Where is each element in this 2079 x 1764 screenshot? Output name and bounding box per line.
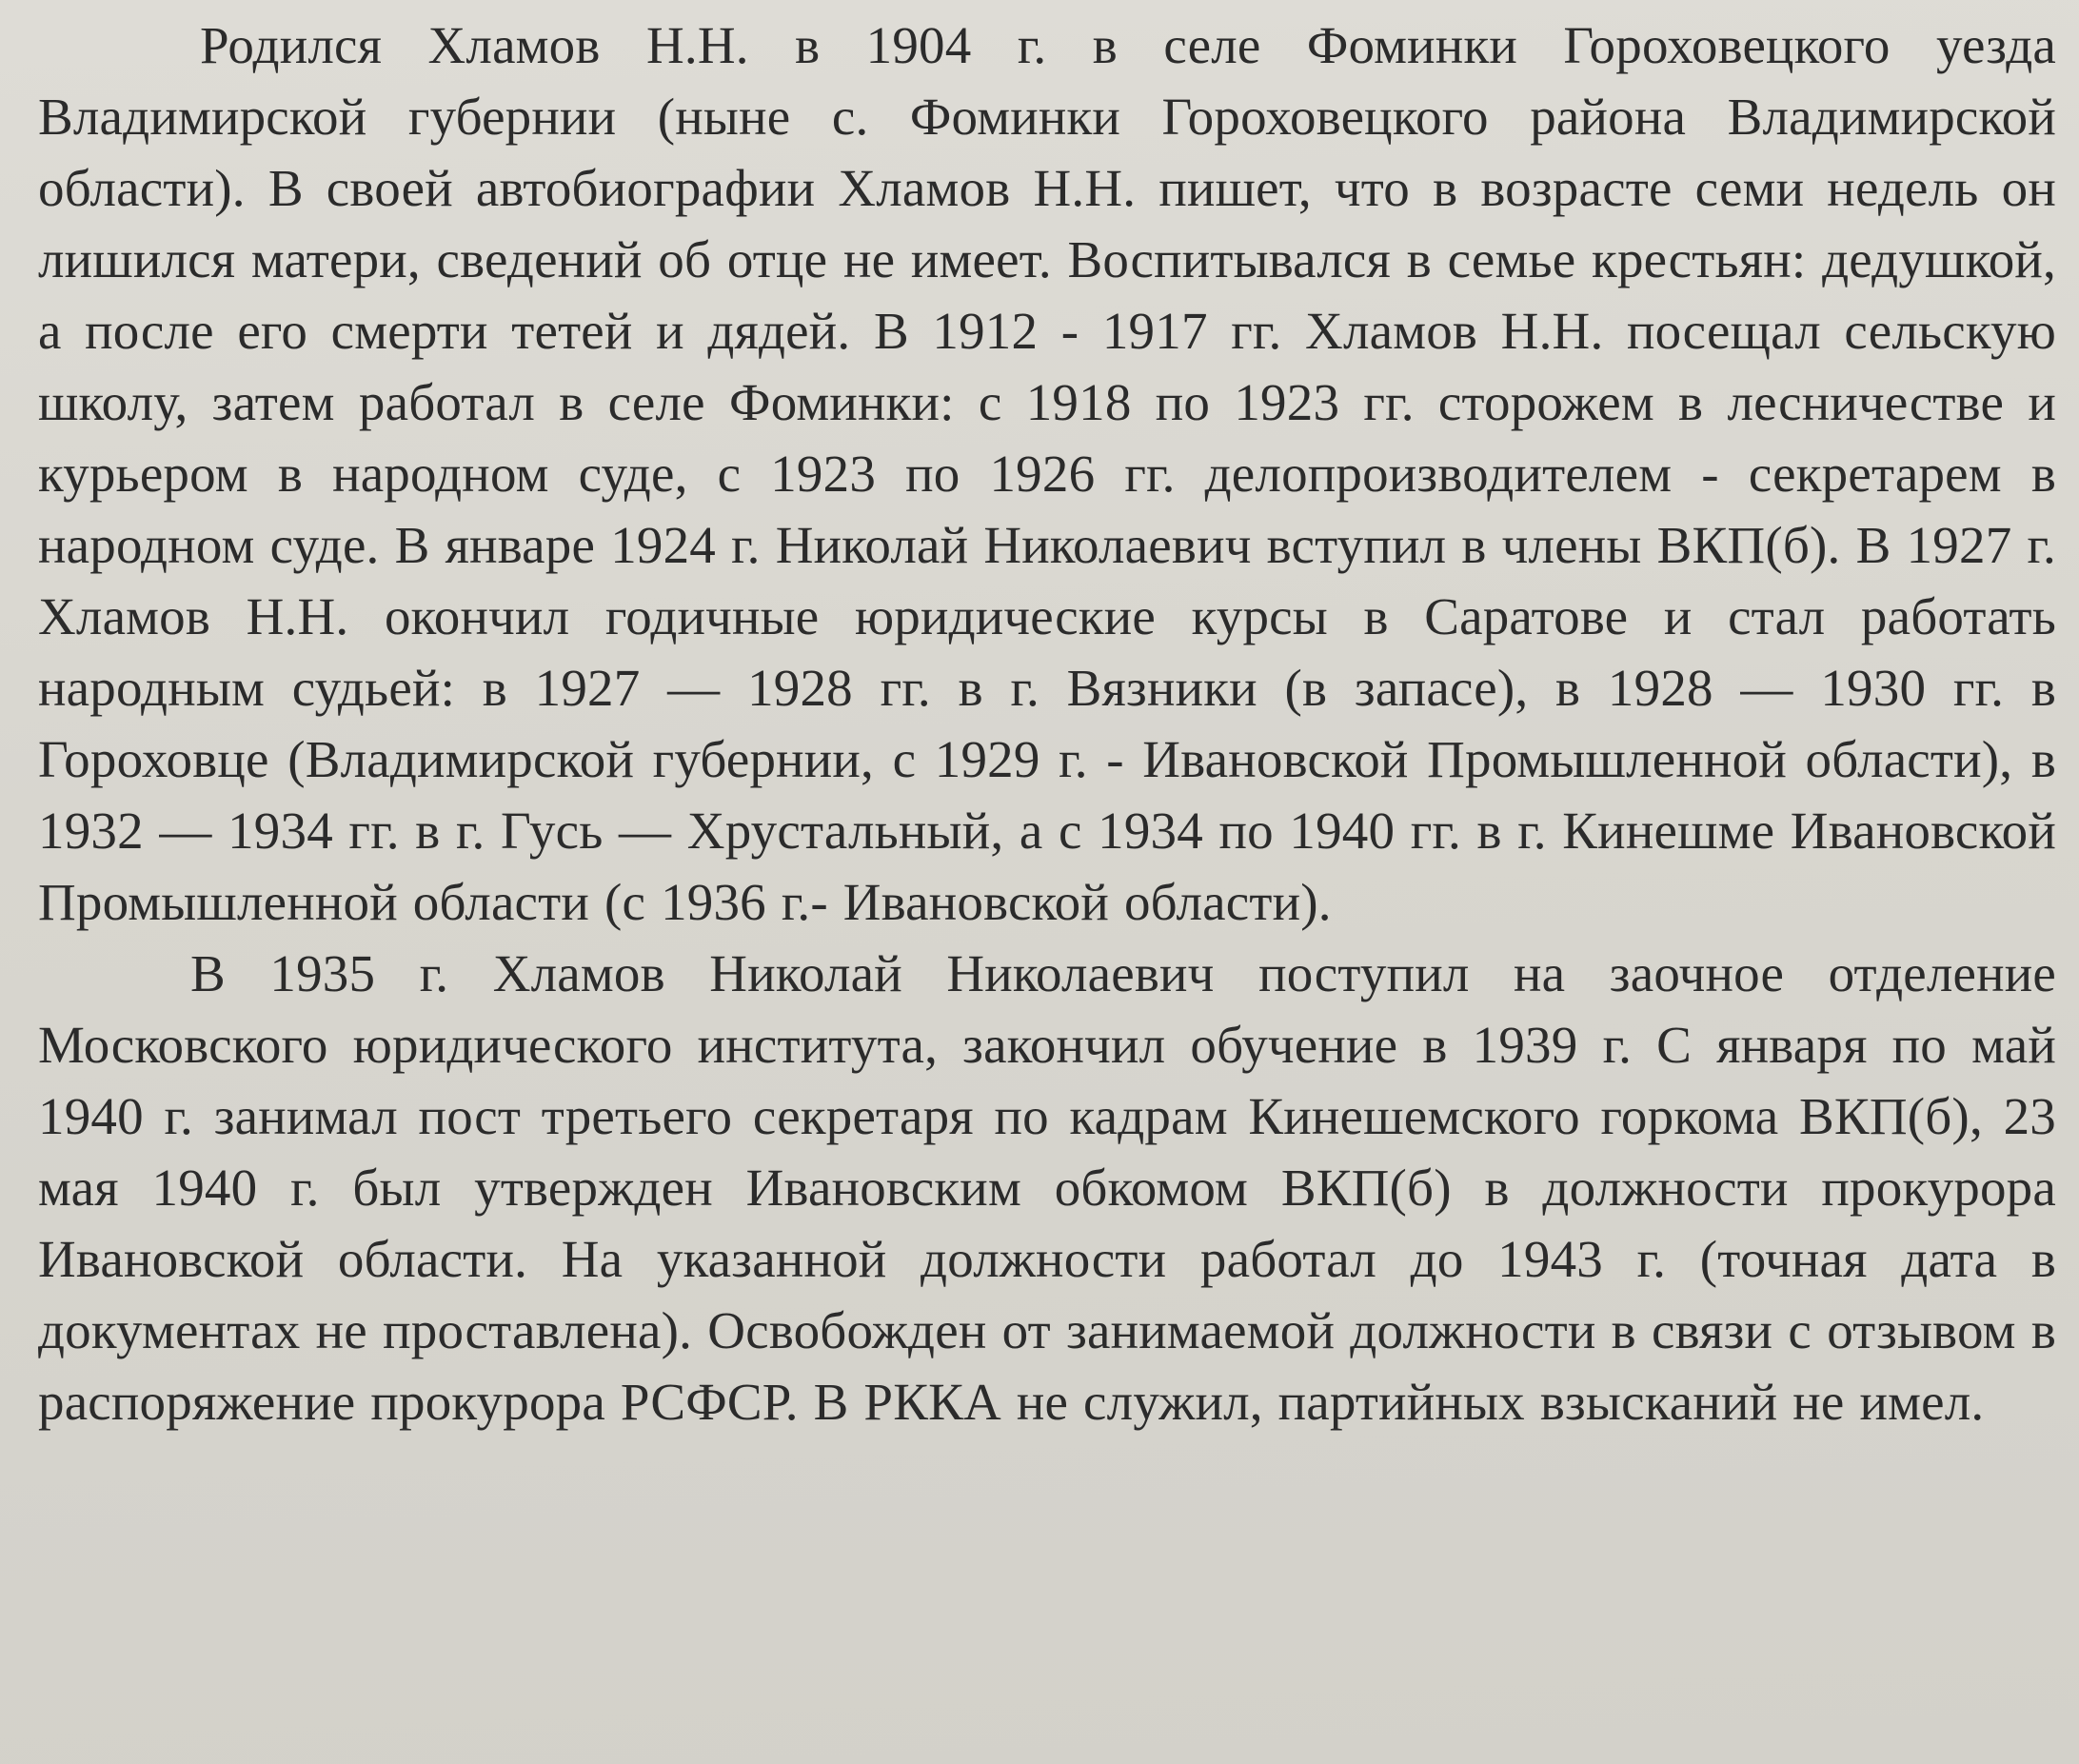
paragraph-biography-early-life: Родился Хламов Н.Н. в 1904 г. в селе Фоминки Гороховецкого уезда Владимирской губернии (ныне с. Фоминки Гороховецкого района Владимирской области). В своей автобиографии Хламов Н.Н. пишет, что в возрасте семи недель он лишился матери, сведений об отце не имеет. Воспитывался в семье крестьян: дедушкой, а после его смерти тетей и дядей. В 1912 - 1917 гг. Хламов Н.Н. посещал сельскую школу, затем работал в селе Фоминки: с 1918 по 1923 гг. сторожем в лесничестве и курьером в народном суде, с 1923 по 1926 гг. делопроизводителем - секретарем в народном суде. В январе 1924 г. Николай Николаевич вступил в члены ВКП(б). В 1927 г. Хламов Н.Н. окончил годичные юридические курсы в Саратове и стал работать народным судьей: в 1927 — 1928 гг. в г. Вязники (в запасе), в 1928 — 1930 гг. в Гороховце (Владимирской губернии, с 1929 г. - Ивановской Промышленной области), в 1932 — 1934 гг. в г. Гусь — Хрустальный, а с 1934 по 1940 гг. в г. Кинешме Ивановской Промышленной области (с 1936 г.- Ивановской области). — [38, 16, 2056, 931]
document-page — [38, 10, 2056, 1752]
paragraph-biography-career: В 1935 г. Хламов Николай Николаевич поступил на заочное отделение Московского юридического института, закончил обучение в 1939 г. С января по май 1940 г. занимал пост третьего секретаря по кадрам Кинешемского горкома ВКП(б), 23 мая 1940 г. был утвержден Ивановским обкомом ВКП(б) в должности прокурора Ивановской области. На указанной должности работал до 1943 г. (точная дата в документах не проставлена). Освобожден от занимаемой должности в связи с отзывом в распоряжение прокурора РСФСР. В РККА не служил, партийных взысканий не имел. — [38, 944, 2056, 1431]
